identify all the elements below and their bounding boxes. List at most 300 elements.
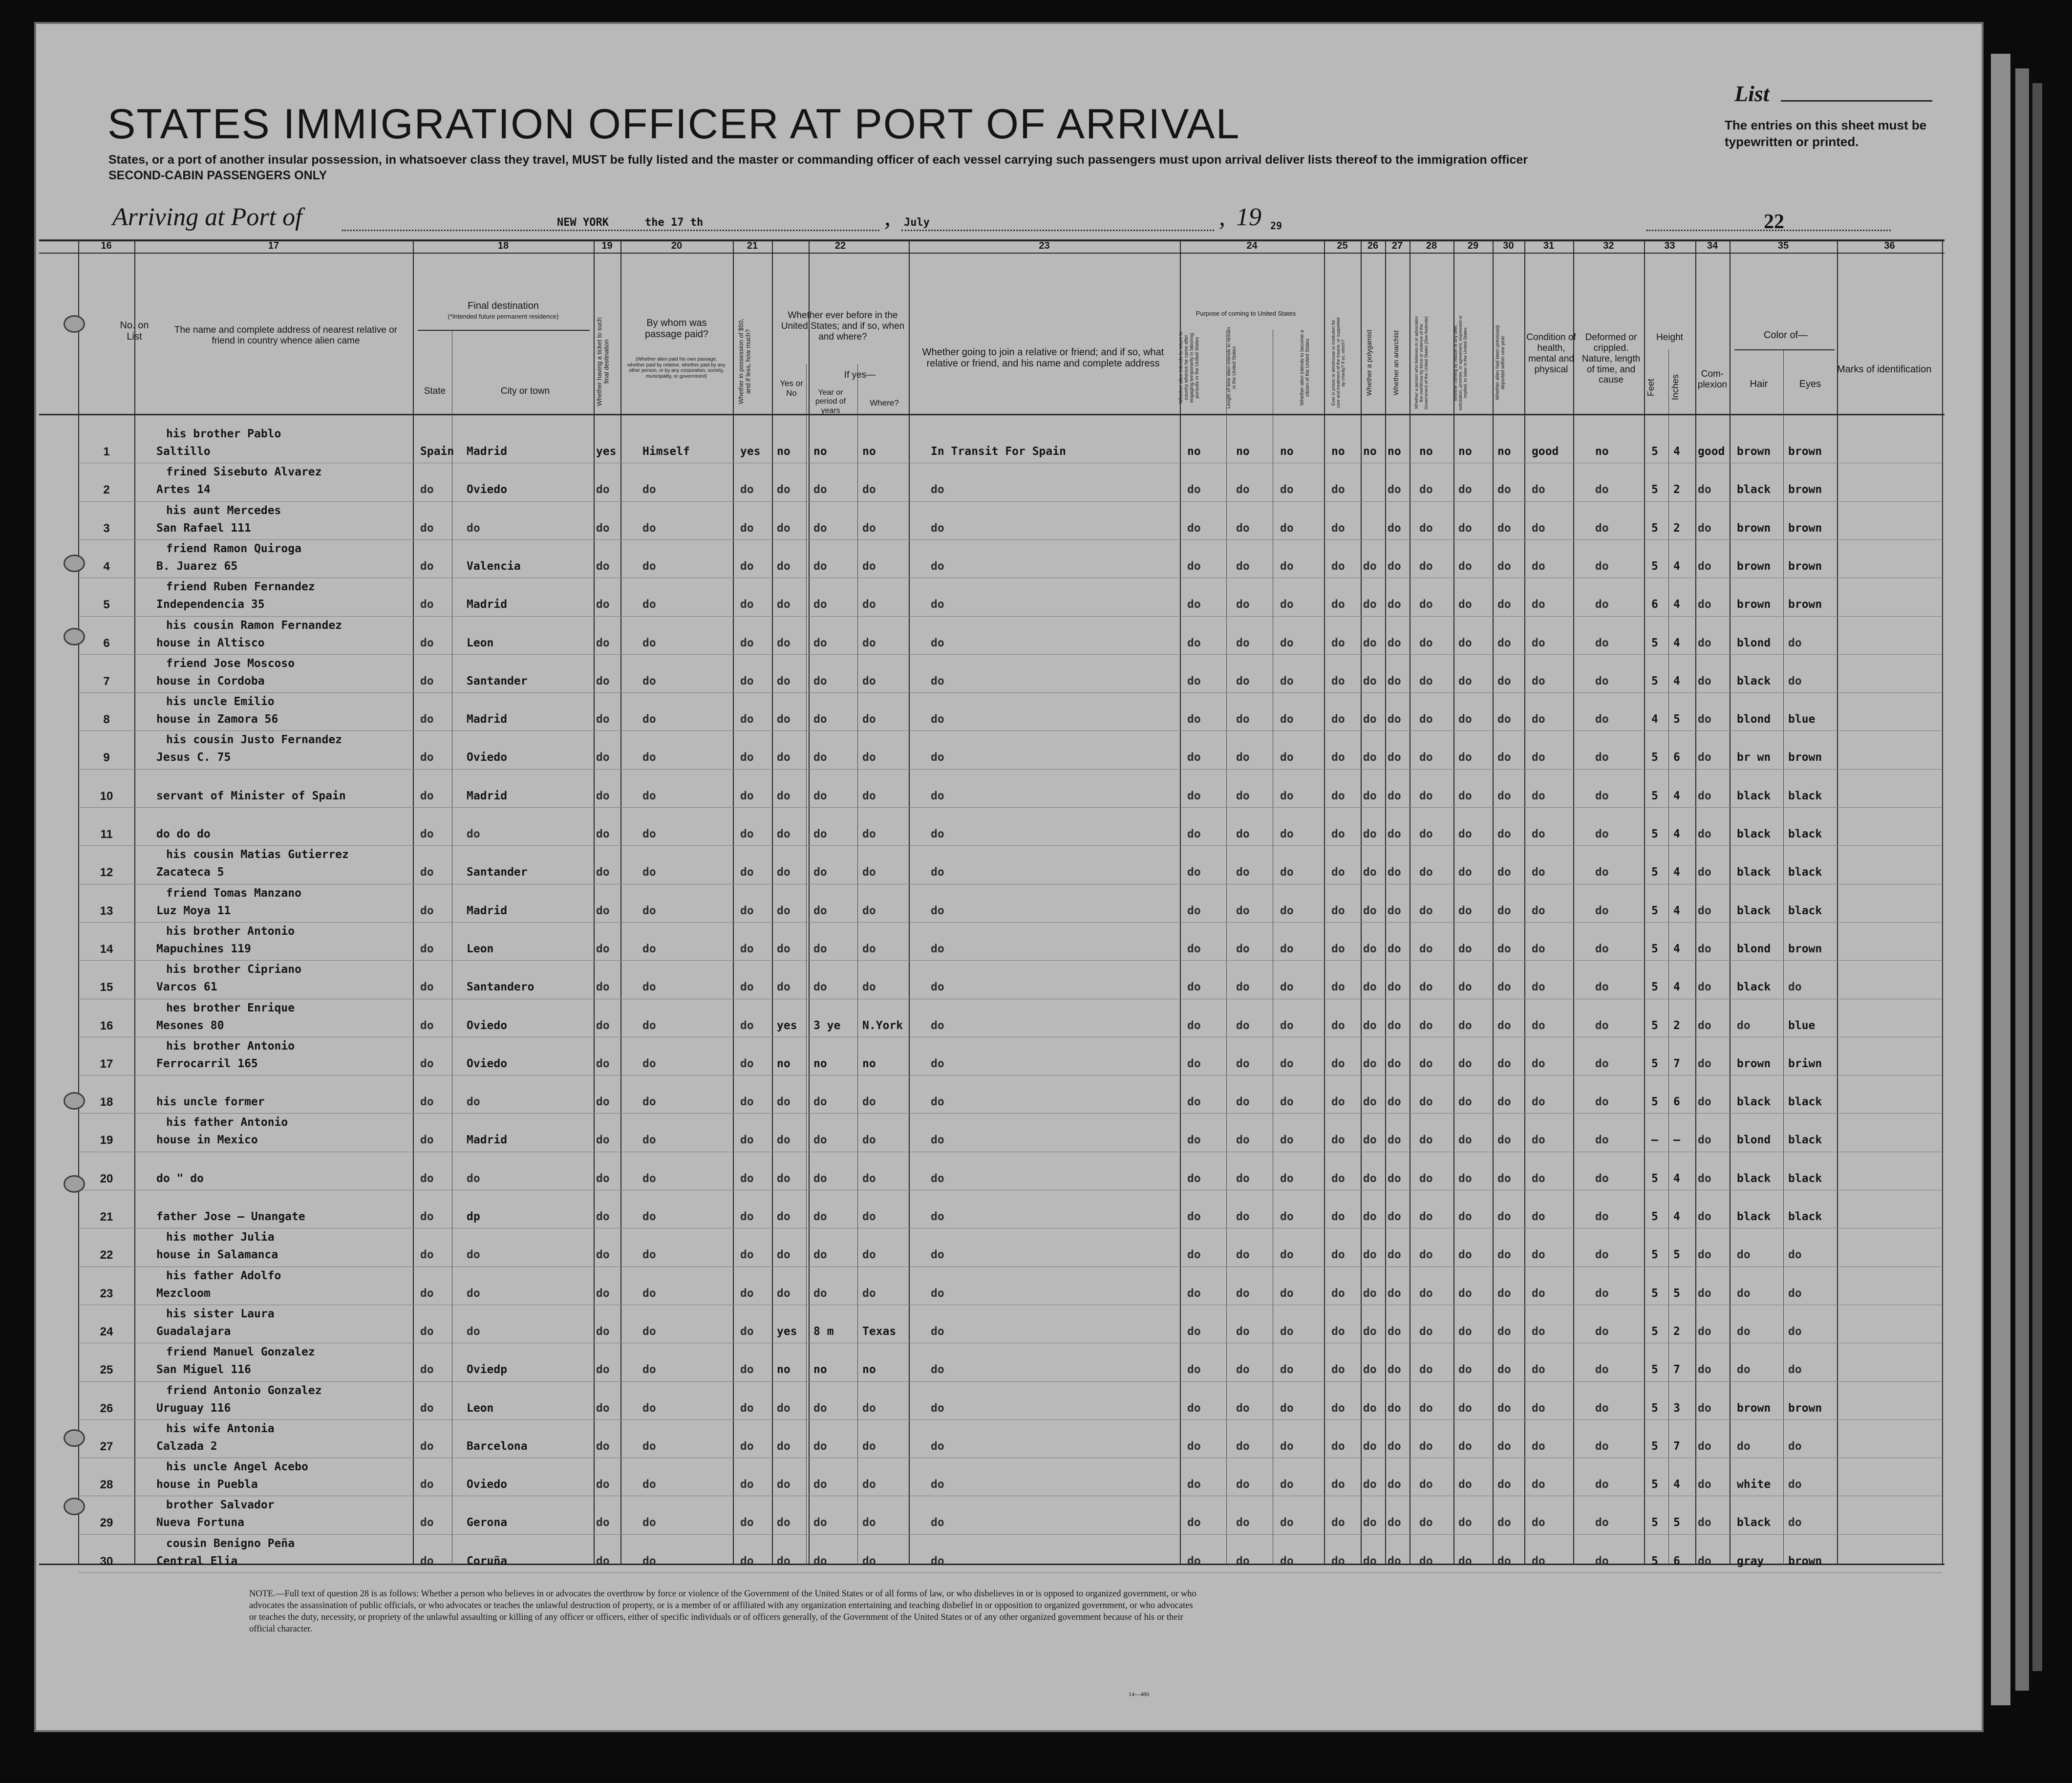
cell-d28: do	[1419, 483, 1433, 496]
cell-hair: black	[1737, 904, 1771, 917]
cell-a: do	[1187, 1554, 1201, 1568]
cell-join: do	[931, 1554, 944, 1568]
cell-d30: do	[1497, 1516, 1511, 1529]
cell-d29: do	[1458, 1210, 1472, 1223]
cell-d28: do	[1419, 1439, 1433, 1453]
cell-city: Santander	[467, 866, 528, 879]
cell-years: do	[813, 942, 827, 955]
row-number: 4	[103, 559, 110, 573]
cell-inches: 4	[1673, 866, 1680, 879]
cell-d28: do	[1419, 1134, 1433, 1147]
relative-address: Varcos 61	[156, 981, 217, 994]
cell-money: do	[740, 1401, 754, 1415]
cell-state: do	[420, 1096, 434, 1109]
cell-d30: do	[1497, 1248, 1511, 1262]
column-number: 35	[1777, 240, 1789, 251]
relative-address: Saltillo	[156, 445, 211, 458]
cell-money: do	[740, 866, 754, 879]
relative-name: hes brother Enrique	[166, 1001, 295, 1014]
cell-paid: do	[642, 866, 656, 879]
cell-b: do	[1236, 942, 1250, 955]
cell-paid: do	[642, 1325, 656, 1338]
cell-state: do	[420, 1554, 434, 1568]
cell-d26: do	[1363, 1287, 1377, 1300]
cell-state: do	[420, 866, 434, 879]
column-divider	[413, 239, 414, 1565]
cell-d25: do	[1331, 828, 1345, 840]
cell-money: do	[740, 521, 754, 535]
cell-where: do	[862, 1134, 876, 1147]
cell-d30: do	[1497, 1554, 1511, 1568]
cell-d25: do	[1331, 1019, 1345, 1032]
cell-a: do	[1187, 1096, 1201, 1109]
column-number: 36	[1884, 240, 1895, 251]
cell-complexion: do	[1698, 789, 1711, 802]
cell-d27: do	[1388, 1210, 1401, 1223]
cell-d28: do	[1419, 1248, 1433, 1262]
cell-state: do	[420, 942, 434, 955]
cell-b: do	[1236, 751, 1250, 764]
row-divider	[78, 1419, 1942, 1420]
sub-column-divider	[1668, 349, 1669, 1565]
cell-paid: do	[642, 1248, 656, 1262]
column-number: 22	[834, 240, 846, 251]
cell-health: do	[1532, 1554, 1545, 1568]
cell-d25: do	[1331, 1287, 1345, 1300]
cell-d30: do	[1497, 866, 1511, 879]
cell-b: do	[1236, 1363, 1250, 1376]
cell-b: do	[1236, 598, 1250, 611]
cell-b: do	[1236, 866, 1250, 879]
cell-d27: do	[1388, 1134, 1401, 1147]
cell-inches: 4	[1673, 636, 1680, 649]
relative-name: his uncle Angel Acebo	[166, 1461, 308, 1474]
cell-eyes: do	[1788, 1363, 1802, 1376]
relative-address: do do do	[156, 828, 211, 840]
cell-city: Leon	[467, 636, 494, 649]
header-height: Height	[1656, 332, 1683, 343]
cell-b: do	[1236, 1019, 1250, 1032]
relative-name: frined Sisebuto Alvarez	[166, 466, 322, 479]
cell-d28: do	[1419, 942, 1433, 955]
cell-c: do	[1280, 942, 1294, 955]
column-number: 18	[497, 240, 509, 251]
cell-health: do	[1532, 828, 1545, 840]
cell-years: do	[813, 751, 827, 764]
cell-ticket: do	[596, 1401, 610, 1415]
cell-c: do	[1280, 789, 1294, 802]
cell-deformed: do	[1595, 1057, 1609, 1070]
cell-city: do	[467, 1325, 480, 1338]
relative-address: Luz Moya 11	[156, 904, 231, 917]
cell-d28: do	[1419, 1172, 1433, 1185]
relative-name: his brother Antonio	[166, 1039, 295, 1053]
cell-d26: do	[1363, 1134, 1377, 1147]
cell-d27: no	[1388, 445, 1401, 458]
relative-address: house in Salamanca	[156, 1248, 278, 1262]
cell-join: do	[931, 1287, 944, 1300]
header-hair: Hair	[1750, 379, 1768, 389]
cell-hair: br wn	[1737, 751, 1771, 764]
row-number: 12	[100, 866, 113, 880]
cell-paid: do	[642, 598, 656, 611]
relative-address: Mesones 80	[156, 1019, 224, 1032]
cell-where: do	[862, 828, 876, 840]
cell-d25: do	[1331, 1057, 1345, 1070]
relative-name: his cousin Justo Fernandez	[166, 733, 342, 747]
cell-d29: do	[1458, 1516, 1472, 1529]
cell-feet: 5	[1651, 1287, 1658, 1300]
cell-join: do	[931, 942, 944, 955]
cell-years: do	[813, 598, 827, 611]
cell-a: do	[1187, 942, 1201, 955]
cell-health: do	[1532, 1516, 1545, 1529]
colnum-separator	[39, 253, 1944, 254]
cell-where: no	[862, 1363, 876, 1376]
cell-state: do	[420, 789, 434, 802]
color-sub-line	[1734, 349, 1835, 350]
cell-complexion: do	[1698, 1325, 1711, 1338]
cell-city: Gerona	[467, 1516, 508, 1529]
cell-complexion: do	[1698, 636, 1711, 649]
cell-health: do	[1532, 904, 1545, 917]
cell-years: do	[813, 713, 827, 726]
cell-hair: brown	[1737, 559, 1771, 573]
cell-money: do	[740, 1325, 754, 1338]
cell-inches: 6	[1673, 1096, 1680, 1109]
cell-paid: do	[642, 1439, 656, 1453]
cell-money: do	[740, 1210, 754, 1223]
cell-health: do	[1532, 1057, 1545, 1070]
page-title: STATES IMMIGRATION OFFICER AT PORT OF ARRIVAL	[107, 101, 1240, 148]
header-complexion: Com-plexion	[1697, 369, 1728, 390]
cell-complexion: do	[1698, 1019, 1711, 1032]
cell-money: do	[740, 751, 754, 764]
cell-years: do	[813, 904, 827, 917]
cell-feet: 5	[1651, 942, 1658, 955]
cell-d25: do	[1331, 1363, 1345, 1376]
cell-d25: do	[1331, 713, 1345, 726]
cell-deformed: do	[1595, 942, 1609, 955]
cell-d26: do	[1363, 751, 1377, 764]
cell-hair: blond	[1737, 1134, 1771, 1147]
cell-paid: do	[642, 981, 656, 994]
cell-inches: 7	[1673, 1363, 1680, 1376]
cell-city: do	[467, 521, 480, 535]
row-number: 9	[103, 751, 110, 765]
row-number: 10	[100, 789, 113, 803]
cell-b: do	[1236, 483, 1250, 496]
cell-d27: do	[1388, 751, 1401, 764]
cell-c: do	[1280, 866, 1294, 879]
cell-d26: do	[1363, 713, 1377, 726]
column-divider	[594, 239, 595, 1565]
cell-city: do	[467, 828, 480, 840]
cell-b: do	[1236, 1439, 1250, 1453]
cell-d26: do	[1363, 1516, 1377, 1529]
row-number: 25	[100, 1363, 113, 1377]
relative-name: his sister Laura	[166, 1307, 275, 1320]
cell-money: do	[740, 1248, 754, 1262]
cell-where: do	[862, 789, 876, 802]
column-divider	[620, 239, 621, 1565]
cell-d25: no	[1331, 445, 1345, 458]
cell-d27: do	[1388, 1478, 1401, 1491]
header-state: State	[424, 386, 446, 396]
header-purpose-a: Whether alien intends to return to country whence he came after engaging temporarily in laboring pursuits in the United States	[1178, 331, 1200, 404]
cell-complexion: do	[1698, 1134, 1711, 1147]
cell-paid: do	[642, 1019, 656, 1032]
cell-d25: do	[1331, 1210, 1345, 1223]
column-divider	[1453, 239, 1454, 1565]
cell-c: do	[1280, 1210, 1294, 1223]
column-divider	[1180, 239, 1181, 1565]
relative-address: Independencia 35	[156, 598, 265, 611]
cell-complexion: good	[1698, 445, 1725, 458]
cell-years: do	[813, 789, 827, 802]
cell-paid: do	[642, 1363, 656, 1376]
cell-where: do	[862, 942, 876, 955]
relative-address: house in Puebla	[156, 1478, 258, 1491]
column-number: 34	[1707, 240, 1718, 251]
column-divider	[772, 239, 773, 1565]
cell-ticket: do	[596, 866, 610, 879]
cell-d26: do	[1363, 789, 1377, 802]
cell-d28: do	[1419, 1096, 1433, 1109]
cell-a: do	[1187, 1172, 1201, 1185]
cell-d25: do	[1331, 1134, 1345, 1147]
cell-a: do	[1187, 1019, 1201, 1032]
cell-c: do	[1280, 1554, 1294, 1568]
cell-years: do	[813, 1172, 827, 1185]
cell-ticket: do	[596, 1478, 610, 1491]
cell-state: do	[420, 1172, 434, 1185]
cell-where: do	[862, 483, 876, 496]
cell-d30: do	[1497, 942, 1511, 955]
manifest-sheet: STATES IMMIGRATION OFFICER AT PORT OF ARRIVAL States, or a port of another insular possession, in whatsoever class they travel, MUST be fully listed and the master or commanding officer of each vessel carrying such passengers must upon arrival deliver lists thereof to the immigration officer SECOND-CABIN PASSENGERS ONLY List The entries on this sheet must be typewritten or printed. Arriving at Port of NEW YORK the 17 th , July , 19 29 22 16 17 18 19 20 21 22 23 24 25 26 27 28 29 30 31 32 33 34 35 36 No. on List The name and complete address of nearest relative or friend in country whence alien came Final destination (*Intended future permanent residence) State City or town Whether having a ticket to such final destination By whom was passage paid? (Whether alien paid his own passage, whether paid by relative, whether paid by any other person, or by any corporation, society, municipality, or government) Whether in possession of $50, and if less, how much? Whether ever before in the United States; and if so, when and where? Yes or No If yes— Year or period of years Where? Whether going to join a relative or friend; and if so, what relative or friend, and his name and complete address Purpose of coming to United States Whether alien intends to return to country whence he came after engaging temporarily in laboring pursuits in the United States Length of time alien intends to remain in the United States Whether alien intends to become a citizen of the United States Ever in prison or almshouse or institution for care and treatment of the insane, or supported by charity? If so, which? Whether a polygamist Whether an anarchist Whether a person who believes in or advocates the overthrow by force or violence of the Government of the United States (See footnote) Whether coming by reason of any offer, solicitation, promise, or agreement, expressed or implied, to labor in the United States Whether alien had been previously deported within one year Condition of health, mental and physical Deformed or crippled. Nature, length of time, and cause Height Feet Inches Com-plexion Color of— Hair Eyes Marks of identification 1 his brother Pablo Saltillo Spain Madrid yes Himself yes no no no In Transit For Spain no no no no no no no no no good no 5 4 good brown brown 2 frined Sisebuto Alvarez Artes 14 do Oviedo do do do do do do do do do do do do do do do do do 5 2 do black brown 3 his aunt Mercedes San Rafael 111 do do do do do do do do do do do do do do do do do do do 5 2 do brown brown 4 friend Ramon Quiroga B. Juarez 65 do Valencia do do do do do do do do do do do do do do do do do do 5 4 do brown brown 5 friend Ruben Fernandez Independencia 35 do Madrid do do do do do do do do do do do do do do do do do do 6 4 do brown brown 6 his cousin Ramon Fernandez house in Altisco do Leon do do do do do do do do do do do do do do do do do do 5 4 do blond do 7 friend Jose Moscoso house in Cordoba do Santander do do do do do do do do do do do do do do do do do do 5 4 do black do 8 his uncle Emilio house in Zamora 56 do Madrid do do do do do do do do do do do do do do do do do do 4 5 do blond blue 9 his cousin Justo Fernandez Jesus C. 75 do Oviedo do do do do do do do do do do do do do do do do do do 5 6 do br wn brown 10 servant of Minister of Spain do Madrid do do do do do do do do do do do do do do do do do do 5 4 do black black 11 do do do do do do do do do do do do do do do do do do do do do do do 5 4 do black black 12 his cousin Matias Gutierrez Zacateca 5 do Santander do do do do do do do do do do do do do do do do do do 5 4 do black black 13 friend Tomas Manzano Luz Moya 11 do Madrid do do do do do do do do do do do do do do do do do do 5 4 do black black 14 his brother Antonio Mapuchines 119 do Leon do do do do do do do do do do do do do do do do do do 5 4 do blond brown 15 his brother Cipriano Varcos 61 do Santandero do do do do do do do do do do do do do do do do do do 5 4 do black do 16 hes brother Enrique Mesones 80 do Oviedo do do do yes 3 ye N.York do do do do do do do do do do do do 5 2 do do blue 17 his brother Antonio Ferrocarril 165 do Oviedo do do do no no no do do do do do do do do do do do do 5 7 do brown briwn 18 his uncle former do do do do do do do do do do do do do do do do do do do do 5 6 do black black 19 his father Antonio house in Mexico do Madrid do do do do do do do do do do do do do do do do do do — — do blond black 20 do " do do do do do do do do do do do do do do do do do do do do do 5 4 do black black 21 father Jose — Unangate do dp do do do do do do do do do do do do do do do do do do 5 4 do black black 22 his mother Julia house in Salamanca do do do do do do do do do do do do do do do do do do do do 5 5 do do do 23 his father Adolfo Mezcloom do do do do do do do do do do do do do do do do do do do do 5 5 do do do 24 his sister Laura Guadalajara do do do do do yes 8 m Texas do do do do do do do do do do do do 5 2 do do do 25 friend Manuel Gonzalez San Miguel 116 do Oviedp do do do no no no do do do do do do do do do do do do 5 7 do do do 26 friend Antonio Gonzalez Uruguay 116 do Leon do do do do do do do do do do do do do do do do do do 5 3 do brown brown 27 his wife Antonia Calzada 2 do Barcelona do do do do do do do do do do do do do do do do do do 5 7 do do do 28 his uncle Angel Acebo house in Puebla do Oviedo do do do do do do do do do do do do do do do do do do 5 4 do white do 29 brother Salvador Nueva Fortuna do Gerona do do do do do do do do do do do do do do do do do do 5 5 do black do 30 cousin Benigno Peña Central Elia do Coruña do do do do do do do do do do do do do do do do do do 5 6 do gray brown NOTE.—Full text of question 28 is as follows: Whether a person who believes in or advocates the overthrow by force or violence of the Government of the United States or of all forms of law, or who disbelieves in or is opposed to organized government, or who advocates the assassination of public officials, or who advocates or teaches the unlawful destruction of property, or is a member of or affiliated with any organization entertaining and teaching disbelief in or opposition to organized government, or who advocates or teaches the duty, necessity, or propriety of the unlawful assaulting or killing of any officer or officers, either of specific individuals or of officers generally, of the Government of the United States or of any other organized government because of his or their official character. 14—480	[34, 22, 1984, 1732]
cell-d27: do	[1388, 828, 1401, 840]
cell-d30: do	[1497, 483, 1511, 496]
cell-d25: do	[1331, 942, 1345, 955]
cell-join: do	[931, 483, 944, 496]
cell-inches: —	[1673, 1134, 1680, 1147]
cell-complexion: do	[1698, 1172, 1711, 1185]
cell-deformed: do	[1595, 674, 1609, 687]
cell-state: do	[420, 1516, 434, 1529]
cell-before: do	[777, 904, 790, 917]
cell-d25: do	[1331, 866, 1345, 879]
cell-years: do	[813, 1401, 827, 1415]
cell-where: do	[862, 1516, 876, 1529]
cell-deformed: do	[1595, 1363, 1609, 1376]
cell-d29: do	[1458, 598, 1472, 611]
cell-before: do	[777, 789, 790, 802]
cell-hair: black	[1737, 674, 1771, 687]
cell-eyes: black	[1788, 828, 1822, 840]
cell-money: do	[740, 559, 754, 573]
cell-hair: black	[1737, 1096, 1771, 1109]
cell-money: do	[740, 483, 754, 496]
column-divider	[78, 239, 79, 1565]
row-number: 15	[100, 981, 113, 994]
cell-d25: do	[1331, 1401, 1345, 1415]
cell-hair: white	[1737, 1478, 1771, 1491]
cell-b: do	[1236, 713, 1250, 726]
cell-ticket: do	[596, 904, 610, 917]
cell-city: Madrid	[467, 1134, 508, 1147]
cell-state: do	[420, 483, 434, 496]
cell-inches: 2	[1673, 483, 1680, 496]
cell-eyes: black	[1788, 1134, 1822, 1147]
cell-complexion: do	[1698, 521, 1711, 535]
relative-address: Calzada 2	[156, 1439, 217, 1453]
relative-name: cousin Benigno Peña	[166, 1537, 295, 1550]
arriving-label: Arriving at Port of	[112, 203, 302, 231]
cell-paid: Himself	[642, 445, 690, 458]
cell-feet: 5	[1651, 1019, 1658, 1032]
cell-deformed: no	[1595, 445, 1609, 458]
cell-health: do	[1532, 483, 1545, 496]
cell-inches: 6	[1673, 751, 1680, 764]
header-marks: Marks of identification	[1837, 364, 1932, 375]
cell-d29: do	[1458, 483, 1472, 496]
cell-b: do	[1236, 1248, 1250, 1262]
cell-inches: 4	[1673, 559, 1680, 573]
relative-name: friend Jose Moscoso	[166, 657, 295, 670]
cell-join: do	[931, 1134, 944, 1147]
cell-paid: do	[642, 483, 656, 496]
cell-money: do	[740, 636, 754, 649]
cell-where: do	[862, 1287, 876, 1300]
cell-inches: 5	[1673, 1248, 1680, 1262]
cell-inches: 2	[1673, 521, 1680, 535]
cell-ticket: do	[596, 751, 610, 764]
cell-state: do	[420, 713, 434, 726]
punch-hole	[64, 1429, 85, 1447]
row-number: 6	[103, 636, 110, 650]
cell-money: do	[740, 1287, 754, 1300]
cell-b: do	[1236, 1172, 1250, 1185]
cell-join: do	[931, 904, 944, 917]
cell-d30: do	[1497, 1363, 1511, 1376]
relative-name: friend Antonio Gonzalez	[166, 1384, 322, 1397]
cell-money: do	[740, 1439, 754, 1453]
cell-city: Leon	[467, 1401, 494, 1415]
header-no-on-list: No. on List	[120, 320, 149, 342]
cell-eyes: black	[1788, 789, 1822, 802]
table-bottom-border	[39, 1564, 1944, 1565]
cell-complexion: do	[1698, 1554, 1711, 1568]
cell-ticket: do	[596, 1248, 610, 1262]
cell-years: do	[813, 521, 827, 535]
cell-d25: do	[1331, 981, 1345, 994]
cell-d26: do	[1363, 1096, 1377, 1109]
cell-feet: 5	[1651, 1210, 1658, 1223]
list-label: List	[1734, 81, 1770, 106]
cell-join: do	[931, 1401, 944, 1415]
cell-eyes: do	[1788, 1516, 1802, 1529]
sheet-number: 22	[1764, 211, 1784, 233]
cell-city: Oviedo	[467, 1057, 508, 1070]
cell-d29: do	[1458, 1325, 1472, 1338]
column-number: 27	[1391, 240, 1403, 251]
cell-inches: 3	[1673, 1401, 1680, 1415]
cell-eyes: brown	[1788, 1401, 1822, 1415]
cell-d29: do	[1458, 559, 1472, 573]
relative-name: his father Adolfo	[166, 1269, 281, 1282]
cell-feet: 5	[1651, 1401, 1658, 1415]
cell-years: do	[813, 1554, 827, 1568]
cell-complexion: do	[1698, 828, 1711, 840]
cell-before: do	[777, 521, 790, 535]
cell-feet: 5	[1651, 1325, 1658, 1338]
cell-d28: do	[1419, 674, 1433, 687]
row-divider	[78, 769, 1942, 770]
cell-d26: do	[1363, 1172, 1377, 1185]
cell-a: do	[1187, 1516, 1201, 1529]
cell-city: Barcelona	[467, 1439, 528, 1453]
cell-years: no	[813, 445, 827, 458]
cell-health: do	[1532, 1478, 1545, 1491]
cell-where: do	[862, 866, 876, 879]
cell-inches: 7	[1673, 1057, 1680, 1070]
cell-d28: do	[1419, 1210, 1433, 1223]
cell-b: do	[1236, 636, 1250, 649]
cell-c: do	[1280, 1325, 1294, 1338]
cell-eyes: brown	[1788, 521, 1822, 535]
relative-address: father Jose — Unangate	[156, 1210, 305, 1223]
cell-before: do	[777, 559, 790, 573]
cell-feet: 5	[1651, 521, 1658, 535]
column-number: 32	[1603, 240, 1614, 251]
header-where: Where?	[870, 398, 899, 408]
cell-feet: 5	[1651, 828, 1658, 840]
cell-join: do	[931, 713, 944, 726]
cell-feet: 5	[1651, 674, 1658, 687]
cell-d25: do	[1331, 1478, 1345, 1491]
cell-before: do	[777, 751, 790, 764]
cell-d27: do	[1388, 713, 1401, 726]
cell-state: do	[420, 521, 434, 535]
cell-d25: do	[1331, 904, 1345, 917]
cell-money: do	[740, 674, 754, 687]
cell-feet: 6	[1651, 598, 1658, 611]
cell-eyes: blue	[1788, 1019, 1816, 1032]
cell-d30: do	[1497, 713, 1511, 726]
column-divider	[1524, 239, 1525, 1565]
cell-deformed: do	[1595, 751, 1609, 764]
cell-d28: do	[1419, 1516, 1433, 1529]
row-number: 13	[100, 904, 113, 918]
punch-hole	[64, 1175, 85, 1193]
cell-where: do	[862, 559, 876, 573]
relative-address: house in Mexico	[156, 1134, 258, 1147]
cell-d28: do	[1419, 904, 1433, 917]
cell-a: do	[1187, 1325, 1201, 1338]
cell-inches: 4	[1673, 674, 1680, 687]
cell-years: 3 ye	[813, 1019, 841, 1032]
month-value: July	[904, 216, 930, 229]
column-divider	[1644, 239, 1645, 1565]
relative-name: his brother Antonio	[166, 924, 295, 938]
cell-state: do	[420, 751, 434, 764]
cell-d30: do	[1497, 904, 1511, 917]
header-if-yes: If yes—	[844, 370, 876, 380]
cell-money: do	[740, 1019, 754, 1032]
cell-hair: blond	[1737, 942, 1771, 955]
cell-deformed: do	[1595, 866, 1609, 879]
cell-d25: do	[1331, 521, 1345, 535]
